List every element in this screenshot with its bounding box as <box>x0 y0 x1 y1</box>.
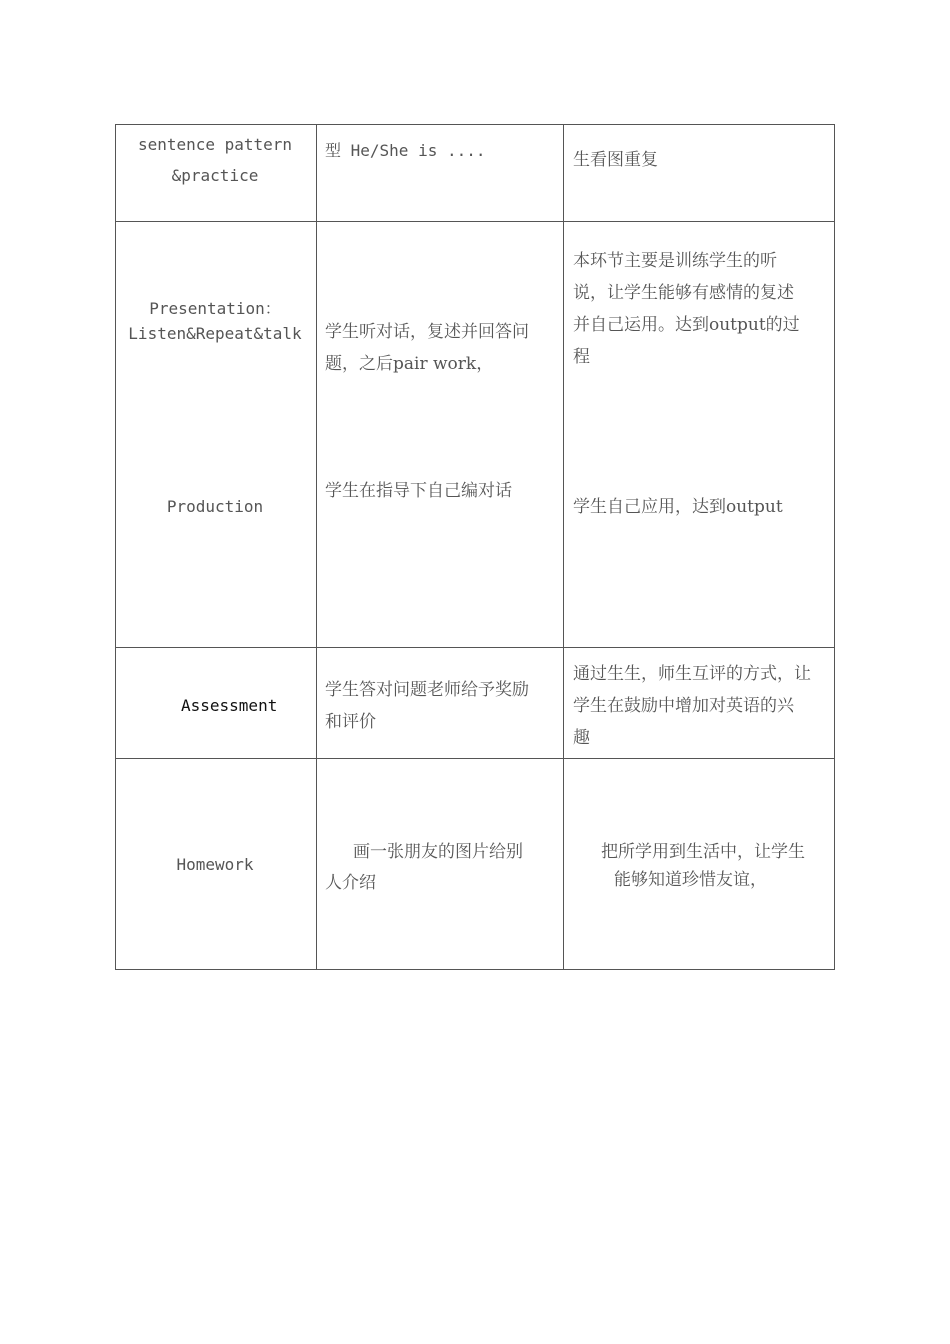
activity-cell-presentation-line-2: 题，之后pair work， <box>325 354 494 374</box>
activity-cell-sentence-pattern: 型 He/She is .... <box>325 141 486 160</box>
stage-cell-sentence-pattern-line-1: sentence pattern <box>137 135 293 154</box>
activity-cell-assessment-line-2: 和评价 <box>325 712 376 732</box>
purpose-cell-assessment-line-3: 趣 <box>573 728 590 748</box>
purpose-cell-presentation-line-4: 程 <box>573 347 590 367</box>
column-divider <box>563 125 564 969</box>
purpose-cell-production: 学生自己应用，达到output <box>573 497 783 517</box>
purpose-cell-presentation-line-1: 本环节主要是训练学生的听 <box>573 251 777 271</box>
purpose-cell-assessment-line-1: 通过生生，师生互评的方式，让 <box>573 664 811 684</box>
stage-cell-homework: Homework <box>176 855 254 874</box>
row-divider <box>116 647 834 648</box>
activity-cell-homework-line-2: 人介绍 <box>325 873 376 893</box>
purpose-cell-homework-line-1: 把所学用到生活中，让学生 <box>601 842 805 862</box>
activity-cell-homework-line-1: 画一张朋友的图片给别 <box>353 842 523 862</box>
stage-cell-production: Production <box>166 497 264 516</box>
activity-cell-assessment-line-1: 学生答对问题老师给予奖励 <box>325 680 529 700</box>
stage-cell-assessment: Assessment <box>181 696 278 715</box>
row-divider <box>116 221 834 222</box>
stage-cell-sentence-pattern-line-2: &practice <box>171 166 259 185</box>
activity-cell-production: 学生在指导下自己编对话 <box>325 481 512 501</box>
stage-cell-presentation-line-2: Listen&Repeat&talk <box>128 324 302 343</box>
purpose-cell-presentation-line-3: 并自己运用。达到output的过 <box>573 315 800 335</box>
purpose-cell-assessment-line-2: 学生在鼓励中增加对英语的兴 <box>573 696 794 716</box>
purpose-cell-presentation-line-2: 说，让学生能够有感情的复述 <box>573 283 794 303</box>
activity-cell-presentation-line-1: 学生听对话，复述并回答问 <box>325 322 529 342</box>
row-divider <box>116 758 834 759</box>
purpose-cell-sentence-pattern: 生看图重复 <box>573 150 658 170</box>
purpose-cell-homework-line-2: 能够知道珍惜友谊， <box>614 870 767 890</box>
column-divider <box>316 125 317 969</box>
stage-cell-presentation-line-1: Presentation： <box>149 299 281 318</box>
